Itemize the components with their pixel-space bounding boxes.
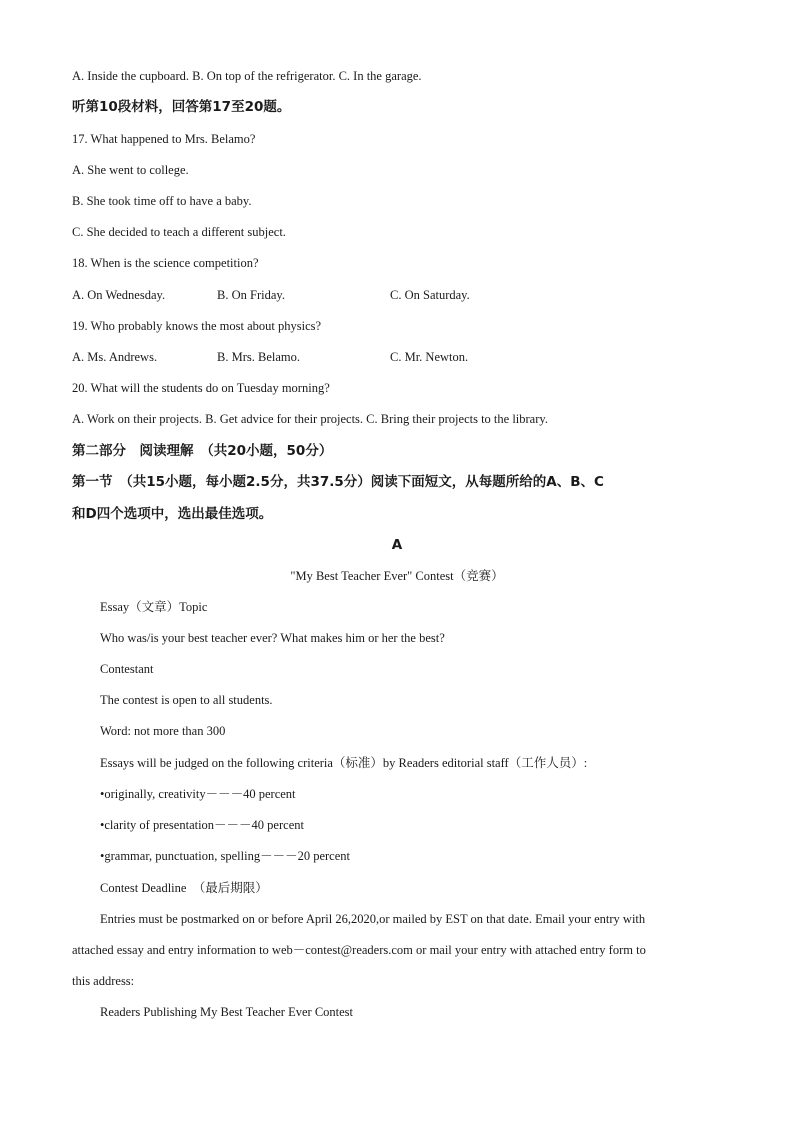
passage-line-entries-cont-1: attached essay and entry information to web－contest@readers.com or mail your entry with attached entry form to	[72, 943, 646, 957]
previous-question-options: A. Inside the cupboard. B. On top of the refrigerator. C. In the garage.	[72, 69, 422, 83]
question-18-option-b: B. On Friday.	[217, 288, 285, 302]
passage-title: "My Best Teacher Ever" Contest（竞赛）	[290, 569, 504, 583]
question-18-option-a: A. On Wednesday.	[72, 288, 166, 302]
passage-line-contestant: Contestant	[100, 662, 154, 676]
passage-line-topic-question: Who was/is your best teacher ever? What makes him or her the best?	[100, 631, 445, 645]
part-2-header: 第二部分 阅读理解 （共20小题，50分）	[72, 443, 333, 459]
question-18-options	[72, 287, 732, 303]
question-19-option-c: C. Mr. Newton.	[390, 350, 469, 364]
passage-line-word-limit: Word: not more than 300	[100, 724, 226, 738]
passage-line-entries: Entries must be postmarked on or before April 26,2020,or mailed by EST on that date. Email your entry with	[100, 912, 646, 926]
question-17-option-b: B. She took time off to have a baby.	[72, 194, 252, 208]
passage-line-open-to: The contest is open to all students.	[100, 693, 273, 707]
question-19-option-a: A. Ms. Andrews.	[72, 350, 158, 364]
question-17-option-c: C. She decided to teach a different subject.	[72, 225, 286, 239]
question-18-option-c: C. On Saturday.	[390, 288, 470, 302]
passage-line-criterion-originality: •originally, creativity－－－40 percent	[100, 787, 296, 801]
passage-line-criterion-clarity: •clarity of presentation－－－40 percent	[100, 818, 304, 832]
passage-line-criterion-grammar: •grammar, punctuation, spelling－－－20 percent	[100, 849, 350, 863]
passage-line-entries-cont-2: this address:	[72, 974, 135, 988]
question-17-option-a: A. She went to college.	[72, 163, 189, 177]
passage-line-criteria: Essays will be judged on the following criteria（标准）by Readers editorial staff（工作人员）:	[100, 756, 588, 770]
question-18: 18. When is the science competition?	[72, 256, 259, 270]
question-19-option-b: B. Mrs. Belamo.	[217, 350, 300, 364]
section-1-instructions-line-2: 和D四个选项中，选出最佳选项。	[72, 506, 273, 522]
passage-line-essay-topic: Essay（文章）Topic	[100, 600, 208, 614]
question-19-options	[72, 349, 732, 365]
section-10-header: 听第10段材料，回答第17至20题。	[72, 99, 291, 115]
passage-line-deadline: Contest Deadline （最后期限）	[100, 881, 268, 895]
question-17: 17. What happened to Mrs. Belamo?	[72, 132, 256, 146]
question-20: 20. What will the students do on Tuesday morning?	[72, 381, 330, 395]
question-19: 19. Who probably knows the most about physics?	[72, 319, 322, 333]
question-20-options: A. Work on their projects. B. Get advice for their projects. C. Bring their projects to the library.	[72, 412, 548, 426]
passage-line-address: Readers Publishing My Best Teacher Ever Contest	[100, 1005, 354, 1019]
passage-letter: A	[391, 537, 403, 553]
section-1-instructions-line-1: 第一节 （共15小题，每小题2.5分，共37.5分）阅读下面短文，从每题所给的A、B、C	[72, 474, 604, 490]
